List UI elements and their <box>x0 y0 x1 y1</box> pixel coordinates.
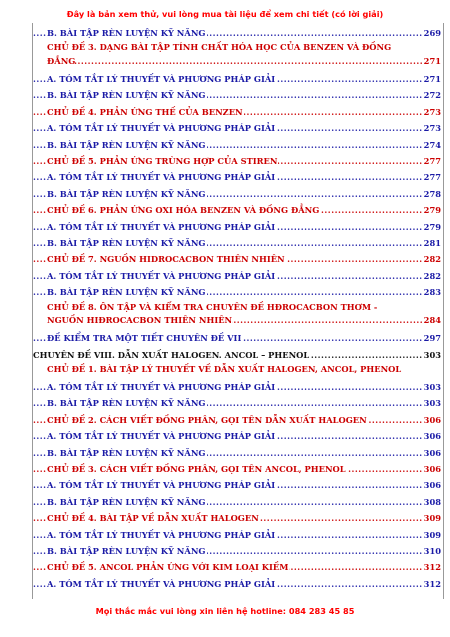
toc-entry-title: ĐỀ KIỂM TRA MỘT TIẾT CHUYÊN ĐỀ VII <box>47 333 242 344</box>
toc-page-number: 306 <box>423 461 441 477</box>
toc-entry[interactable] <box>33 41 441 71</box>
toc-entry-title: B. BÀI TẬP RÈN LUYỆN KỸ NĂNG <box>47 287 206 298</box>
toc-page-number: 309 <box>423 510 441 526</box>
toc-entry[interactable] <box>33 363 441 379</box>
toc-page-number: 283 <box>423 284 441 300</box>
toc-entry[interactable] <box>33 268 441 284</box>
toc-entry[interactable] <box>33 347 441 363</box>
toc-page-number: 303 <box>423 347 441 363</box>
toc-entry[interactable] <box>33 510 441 526</box>
toc-entry[interactable] <box>33 169 441 185</box>
toc-entry[interactable] <box>33 543 441 559</box>
toc-entry[interactable] <box>33 412 441 428</box>
toc-entry-title: B. BÀI TẬP RÈN LUYỆN KỸ NĂNG <box>47 28 206 38</box>
toc-page-number: 306 <box>423 428 441 444</box>
toc-entry-title: A. TÓM TẮT LÝ THUYẾT VÀ PHƯƠNG PHÁP GIẢI <box>47 74 276 84</box>
toc-entry[interactable] <box>33 576 441 592</box>
toc-page-number: 306 <box>423 477 441 493</box>
toc-page-number: 274 <box>423 137 441 153</box>
toc-page-number: 297 <box>423 330 441 346</box>
toc-entry[interactable] <box>33 219 441 235</box>
toc-entry[interactable] <box>33 71 441 87</box>
toc-entry-title: A. TÓM TẮT LÝ THUYẾT VÀ PHƯƠNG PHÁP GIẢI <box>47 578 276 589</box>
toc-entry[interactable] <box>33 559 441 575</box>
toc-entry-leader <box>47 55 441 69</box>
toc-entry-title: B. BÀI TẬP RÈN LUYỆN KỸ NĂNG <box>47 545 206 556</box>
toc-entry-title: B. BÀI TẬP RÈN LUYỆN KỸ NĂNG <box>47 496 206 507</box>
toc-entry-title: B. BÀI TẬP RÈN LUYỆN KỸ NĂNG <box>47 238 206 249</box>
toc-entry[interactable] <box>33 379 441 395</box>
toc-entry-title: CHỦ ĐỀ 1. BÀI TẬP LÝ THUYẾT VỀ DẪN XUẤT HALOGEN, ANCOL, PHENOL <box>47 364 402 375</box>
preview-banner: Đây là bản xem thử, vui lòng mua tài liệu để xem chi tiết (có lời giải) <box>66 9 384 19</box>
toc-entry[interactable] <box>33 87 441 103</box>
toc-entry[interactable] <box>33 301 441 331</box>
toc-page-number: 279 <box>423 219 441 235</box>
toc-entry-title: CHỦ ĐỀ 4. PHẢN ỨNG THẾ CỦA BENZEN <box>47 106 243 117</box>
toc-page-number: 303 <box>423 379 441 395</box>
toc-page-number: 282 <box>423 268 441 284</box>
toc-page-number: 282 <box>423 251 441 267</box>
toc-entry-title: CHỦ ĐỀ 4. BÀI TẬP VỀ DẪN XUẤT HALOGEN <box>47 513 259 524</box>
toc-entry-title-cont: ĐẲNG <box>47 56 76 67</box>
toc-entry-title: CHUYÊN ĐỀ VIII. DẪN XUẤT HALOGEN. ANCOL – PHENOL <box>33 349 310 360</box>
toc-page-number: 279 <box>423 202 441 218</box>
toc-entry-title: B. BÀI TẬP RÈN LUYỆN KỸ NĂNG <box>47 447 206 458</box>
toc-page-number: 312 <box>423 576 441 592</box>
toc-page-number: 273 <box>423 104 441 120</box>
toc-entry[interactable] <box>33 330 441 346</box>
toc-entry[interactable] <box>33 104 441 120</box>
toc-entry-title: B. BÀI TẬP RÈN LUYỆN KỸ NĂNG <box>47 398 206 409</box>
toc-page-number: 306 <box>423 412 441 428</box>
toc-entry[interactable] <box>33 477 441 493</box>
toc-entry[interactable] <box>33 461 441 477</box>
toc-entry-leader <box>47 314 441 328</box>
toc-entry-title: CHỦ ĐỀ 2. CÁCH VIẾT ĐỒNG PHÂN, GỌI TÊN DẪN XUẤT HALOGEN <box>47 414 367 425</box>
toc-entry-title: A. TÓM TẮT LÝ THUYẾT VÀ PHƯƠNG PHÁP GIẢI <box>47 529 276 540</box>
toc-entry[interactable] <box>33 120 441 136</box>
toc-entry[interactable] <box>33 527 441 543</box>
toc-page-number: 310 <box>423 543 441 559</box>
toc-entry-title: CHỦ ĐỀ 6. PHẢN ỨNG OXI HÓA BENZEN VÀ ĐỒNG ĐẲNG <box>47 205 320 216</box>
toc-entry-title: CHỦ ĐỀ 3. CÁCH VIẾT ĐỒNG PHÂN, GỌI TÊN ANCOL, PHENOL <box>47 463 346 474</box>
toc-page-number: 278 <box>423 186 441 202</box>
toc-entry[interactable] <box>33 445 441 461</box>
toc-entry[interactable] <box>33 186 441 202</box>
table-of-contents <box>33 25 441 592</box>
toc-entry-title-cont: NGUỒN HIĐROCACBON THIÊN NHIÊN <box>47 315 233 326</box>
toc-entry-title: B. BÀI TẬP RÈN LUYỆN KỸ NĂNG <box>47 188 206 199</box>
toc-page-number: 303 <box>423 395 441 411</box>
toc-entry[interactable] <box>33 202 441 218</box>
toc-page-number: 312 <box>423 559 441 575</box>
toc-page-number: 284 <box>423 314 441 328</box>
toc-entry-title: A. TÓM TẮT LÝ THUYẾT VÀ PHƯƠNG PHÁP GIẢI <box>47 381 276 392</box>
toc-page-number: 277 <box>423 153 441 169</box>
toc-page-number: 277 <box>423 169 441 185</box>
toc-entry-title: CHỦ ĐỀ 5. PHẢN ỨNG TRÙNG HỢP CỦA STIREN <box>47 156 278 167</box>
toc-page-number: 269 <box>423 25 441 41</box>
toc-entry[interactable] <box>33 251 441 267</box>
toc-page-number: 273 <box>423 120 441 136</box>
toc-entry[interactable] <box>33 284 441 300</box>
toc-entry[interactable] <box>33 137 441 153</box>
toc-entry[interactable] <box>33 428 441 444</box>
toc-entry-title: A. TÓM TẮT LÝ THUYẾT VÀ PHƯƠNG PHÁP GIẢI <box>47 123 276 134</box>
toc-entry[interactable] <box>33 395 441 411</box>
toc-entry-title: CHỦ ĐỀ 8. ÔN TẬP VÀ KIỂM TRA CHUYÊN ĐỀ HĐROCACBON THƠM - <box>47 301 378 312</box>
toc-entry[interactable] <box>33 235 441 251</box>
toc-entry[interactable] <box>33 494 441 510</box>
toc-entry-title: A. TÓM TẮT LÝ THUYẾT VÀ PHƯƠNG PHÁP GIẢI <box>47 221 276 232</box>
toc-entry-title: A. TÓM TẮT LÝ THUYẾT VÀ PHƯƠNG PHÁP GIẢI <box>47 270 276 281</box>
toc-entry-title: A. TÓM TẮT LÝ THUYẾT VÀ PHƯƠNG PHÁP GIẢI <box>47 172 276 183</box>
toc-page-number: 308 <box>423 494 441 510</box>
toc-page-number: 272 <box>423 87 441 103</box>
toc-page-number: 309 <box>423 527 441 543</box>
toc-entry-title: CHỦ ĐỀ 5. ANCOL PHẢN ỨNG VỚI KIM LOẠI KIỀM <box>47 562 289 573</box>
toc-entry-title: A. TÓM TẮT LÝ THUYẾT VÀ PHƯƠNG PHÁP GIẢI <box>47 480 276 491</box>
toc-entry-title: CHỦ ĐỀ 7. NGUỒN HIDROCACBON THIÊN NHIÊN <box>47 254 285 265</box>
toc-page-number: 306 <box>423 445 441 461</box>
hotline-banner: Mọi thắc mắc vui lòng xin liên hệ hotline: 084 283 45 85 <box>95 606 355 616</box>
toc-entry-title: B. BÀI TẬP RÈN LUYỆN KỸ NĂNG <box>47 90 206 101</box>
toc-entry[interactable] <box>33 25 441 41</box>
toc-page-number: 281 <box>423 235 441 251</box>
toc-entry-title: A. TÓM TẮT LÝ THUYẾT VÀ PHƯƠNG PHÁP GIẢI <box>47 431 276 442</box>
toc-entry-title: B. BÀI TẬP RÈN LUYỆN KỸ NĂNG <box>47 139 206 150</box>
toc-entry-title: CHỦ ĐỀ 3. DẠNG BÀI TẬP TÍNH CHẤT HÓA HỌC CỦA BENZEN VÀ ĐỒNG <box>47 42 392 53</box>
toc-entry[interactable] <box>33 153 441 169</box>
toc-page-number: 271 <box>423 71 441 87</box>
toc-page-number: 271 <box>423 55 441 69</box>
